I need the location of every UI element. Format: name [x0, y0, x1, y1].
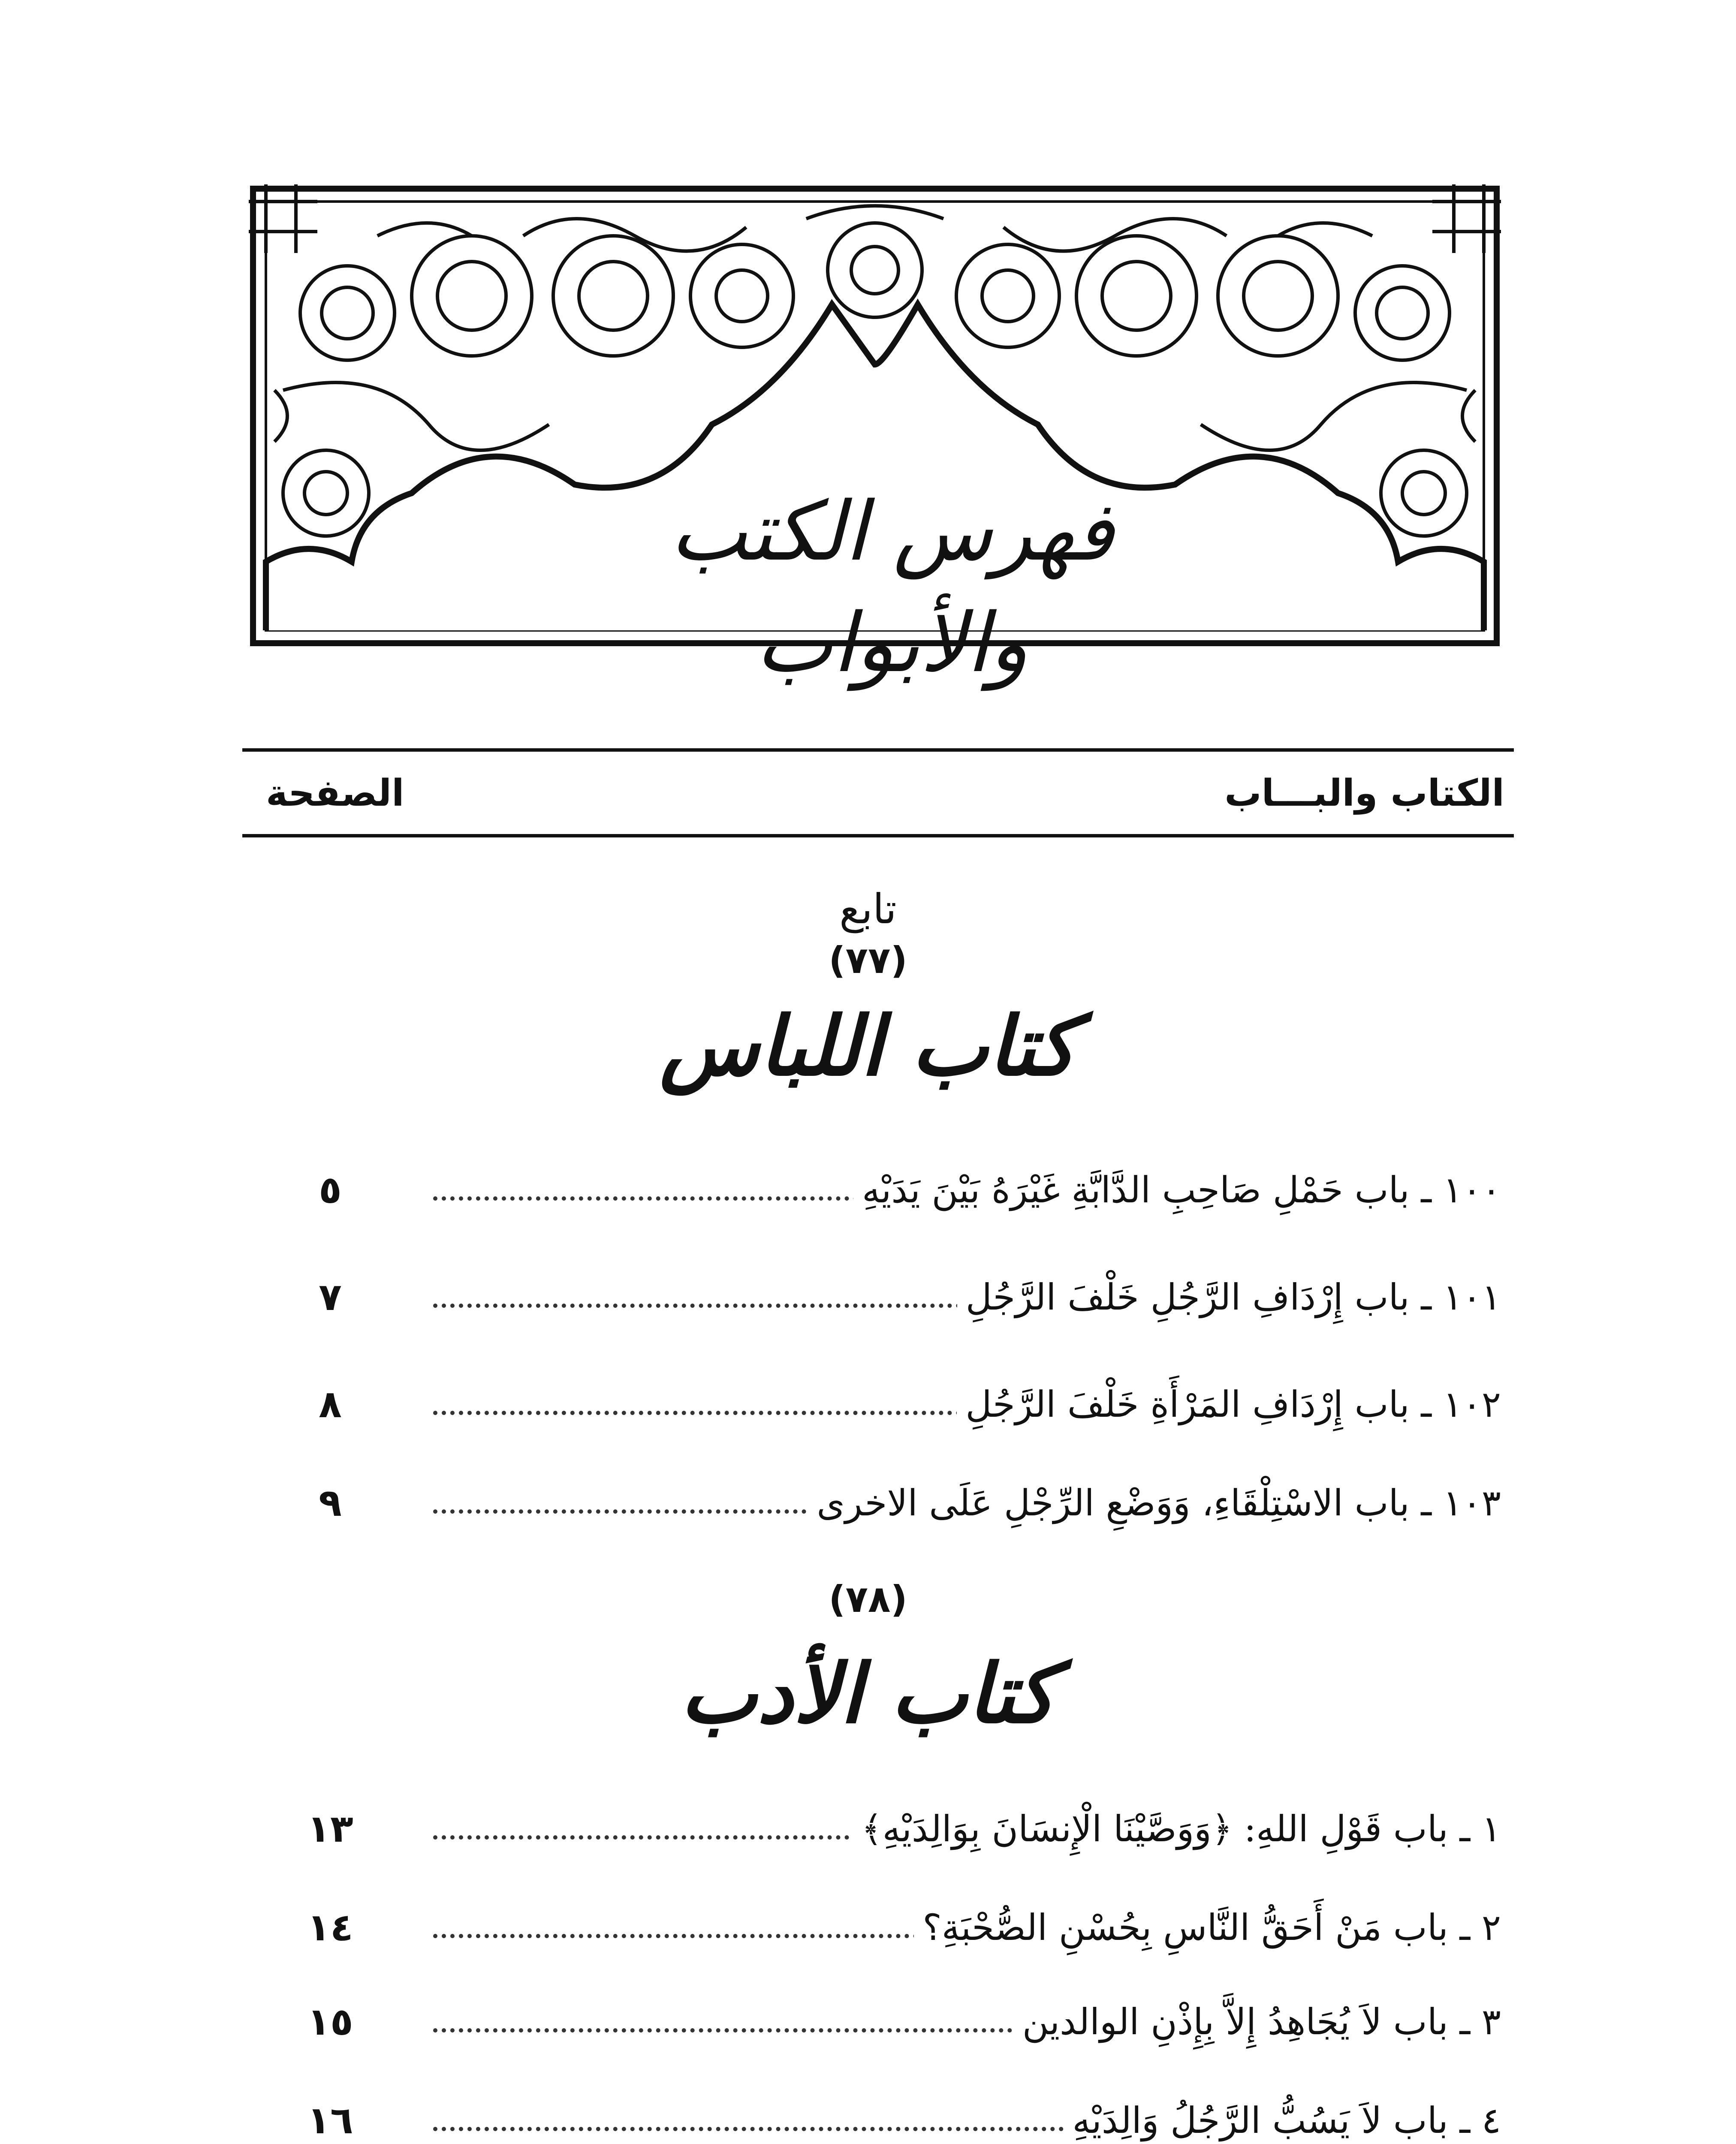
header-bottom-rule: [242, 834, 1514, 837]
entry-label: ١٠٢ ـ باب إِرْدَافِ المَرْأَةِ خَلْفَ الرَّجُلِ: [957, 1368, 1501, 1441]
column-header-book: الكتاب والبـــاب: [1224, 772, 1504, 815]
toc-entry[interactable]: [274, 1792, 1501, 1865]
entry-page-number: ٥: [319, 1168, 342, 1212]
continued-label: تابع: [839, 885, 897, 933]
entry-label: ١٠١ ـ باب إِرْدَافِ الرَّجُلِ خَلْفَ الرَّجُلِ: [957, 1261, 1501, 1334]
toc-entry[interactable]: [274, 1891, 1501, 1964]
book-title: كتاب اللباس: [660, 998, 1076, 1094]
entry-page-number: ١٥: [307, 1999, 353, 2044]
entry-page-number: ٨: [319, 1382, 342, 1426]
toc-entry[interactable]: [274, 1153, 1501, 1226]
toc-entry[interactable]: [274, 1466, 1501, 1539]
book-number: (٧٧): [829, 939, 907, 982]
header-top-rule: [242, 748, 1514, 752]
entry-label: ٢ ـ باب مَنْ أَحَقُّ النَّاسِ بِحُسْنِ الصُّحْبَةِ؟: [914, 1891, 1501, 1964]
book-title: كتاب الأدب: [680, 1646, 1056, 1741]
entry-label: ١٠٣ ـ باب الاسْتِلْقَاءِ، وَوَضْعِ الرِّجْلِ عَلَى الاخرى: [808, 1466, 1501, 1539]
entry-label: ١٠٠ ـ باب حَمْلِ صَاحِبِ الدَّابَّةِ غَيْرَهُ بَيْنَ يَدَيْهِ: [853, 1153, 1501, 1226]
toc-entry[interactable]: [274, 1261, 1501, 1334]
page-heading: فهرس الكتب والأبواب: [670, 484, 1114, 690]
entry-page-number: ١٦: [307, 2098, 353, 2142]
entry-label: ١ ـ باب قَوْلِ اللهِ: ﴿وَوَصَّيْنَا الْإِنسَانَ بِوَالِدَيْهِ﴾: [853, 1792, 1501, 1865]
entry-page-number: ٩: [319, 1481, 342, 1525]
entry-page-number: ١٣: [307, 1807, 353, 1851]
toc-entry[interactable]: [274, 1368, 1501, 1441]
book-number: (٧٨): [829, 1578, 907, 1621]
entry-label: ٤ ـ باب لاَ يَسُبُّ الرَّجُلُ وَالِدَيْهِ: [1064, 2084, 1501, 2144]
entry-page-number: ١٤: [307, 1905, 353, 1949]
toc-entry[interactable]: [274, 1985, 1501, 2058]
entry-label: ٣ ـ باب لاَ يُجَاهِدُ إِلاَّ بِإِذْنِ الوالدين: [1014, 1985, 1501, 2058]
toc-entry[interactable]: [274, 2084, 1501, 2144]
entry-page-number: ٧: [319, 1275, 342, 1319]
column-header-page: الصفحة: [266, 772, 404, 815]
